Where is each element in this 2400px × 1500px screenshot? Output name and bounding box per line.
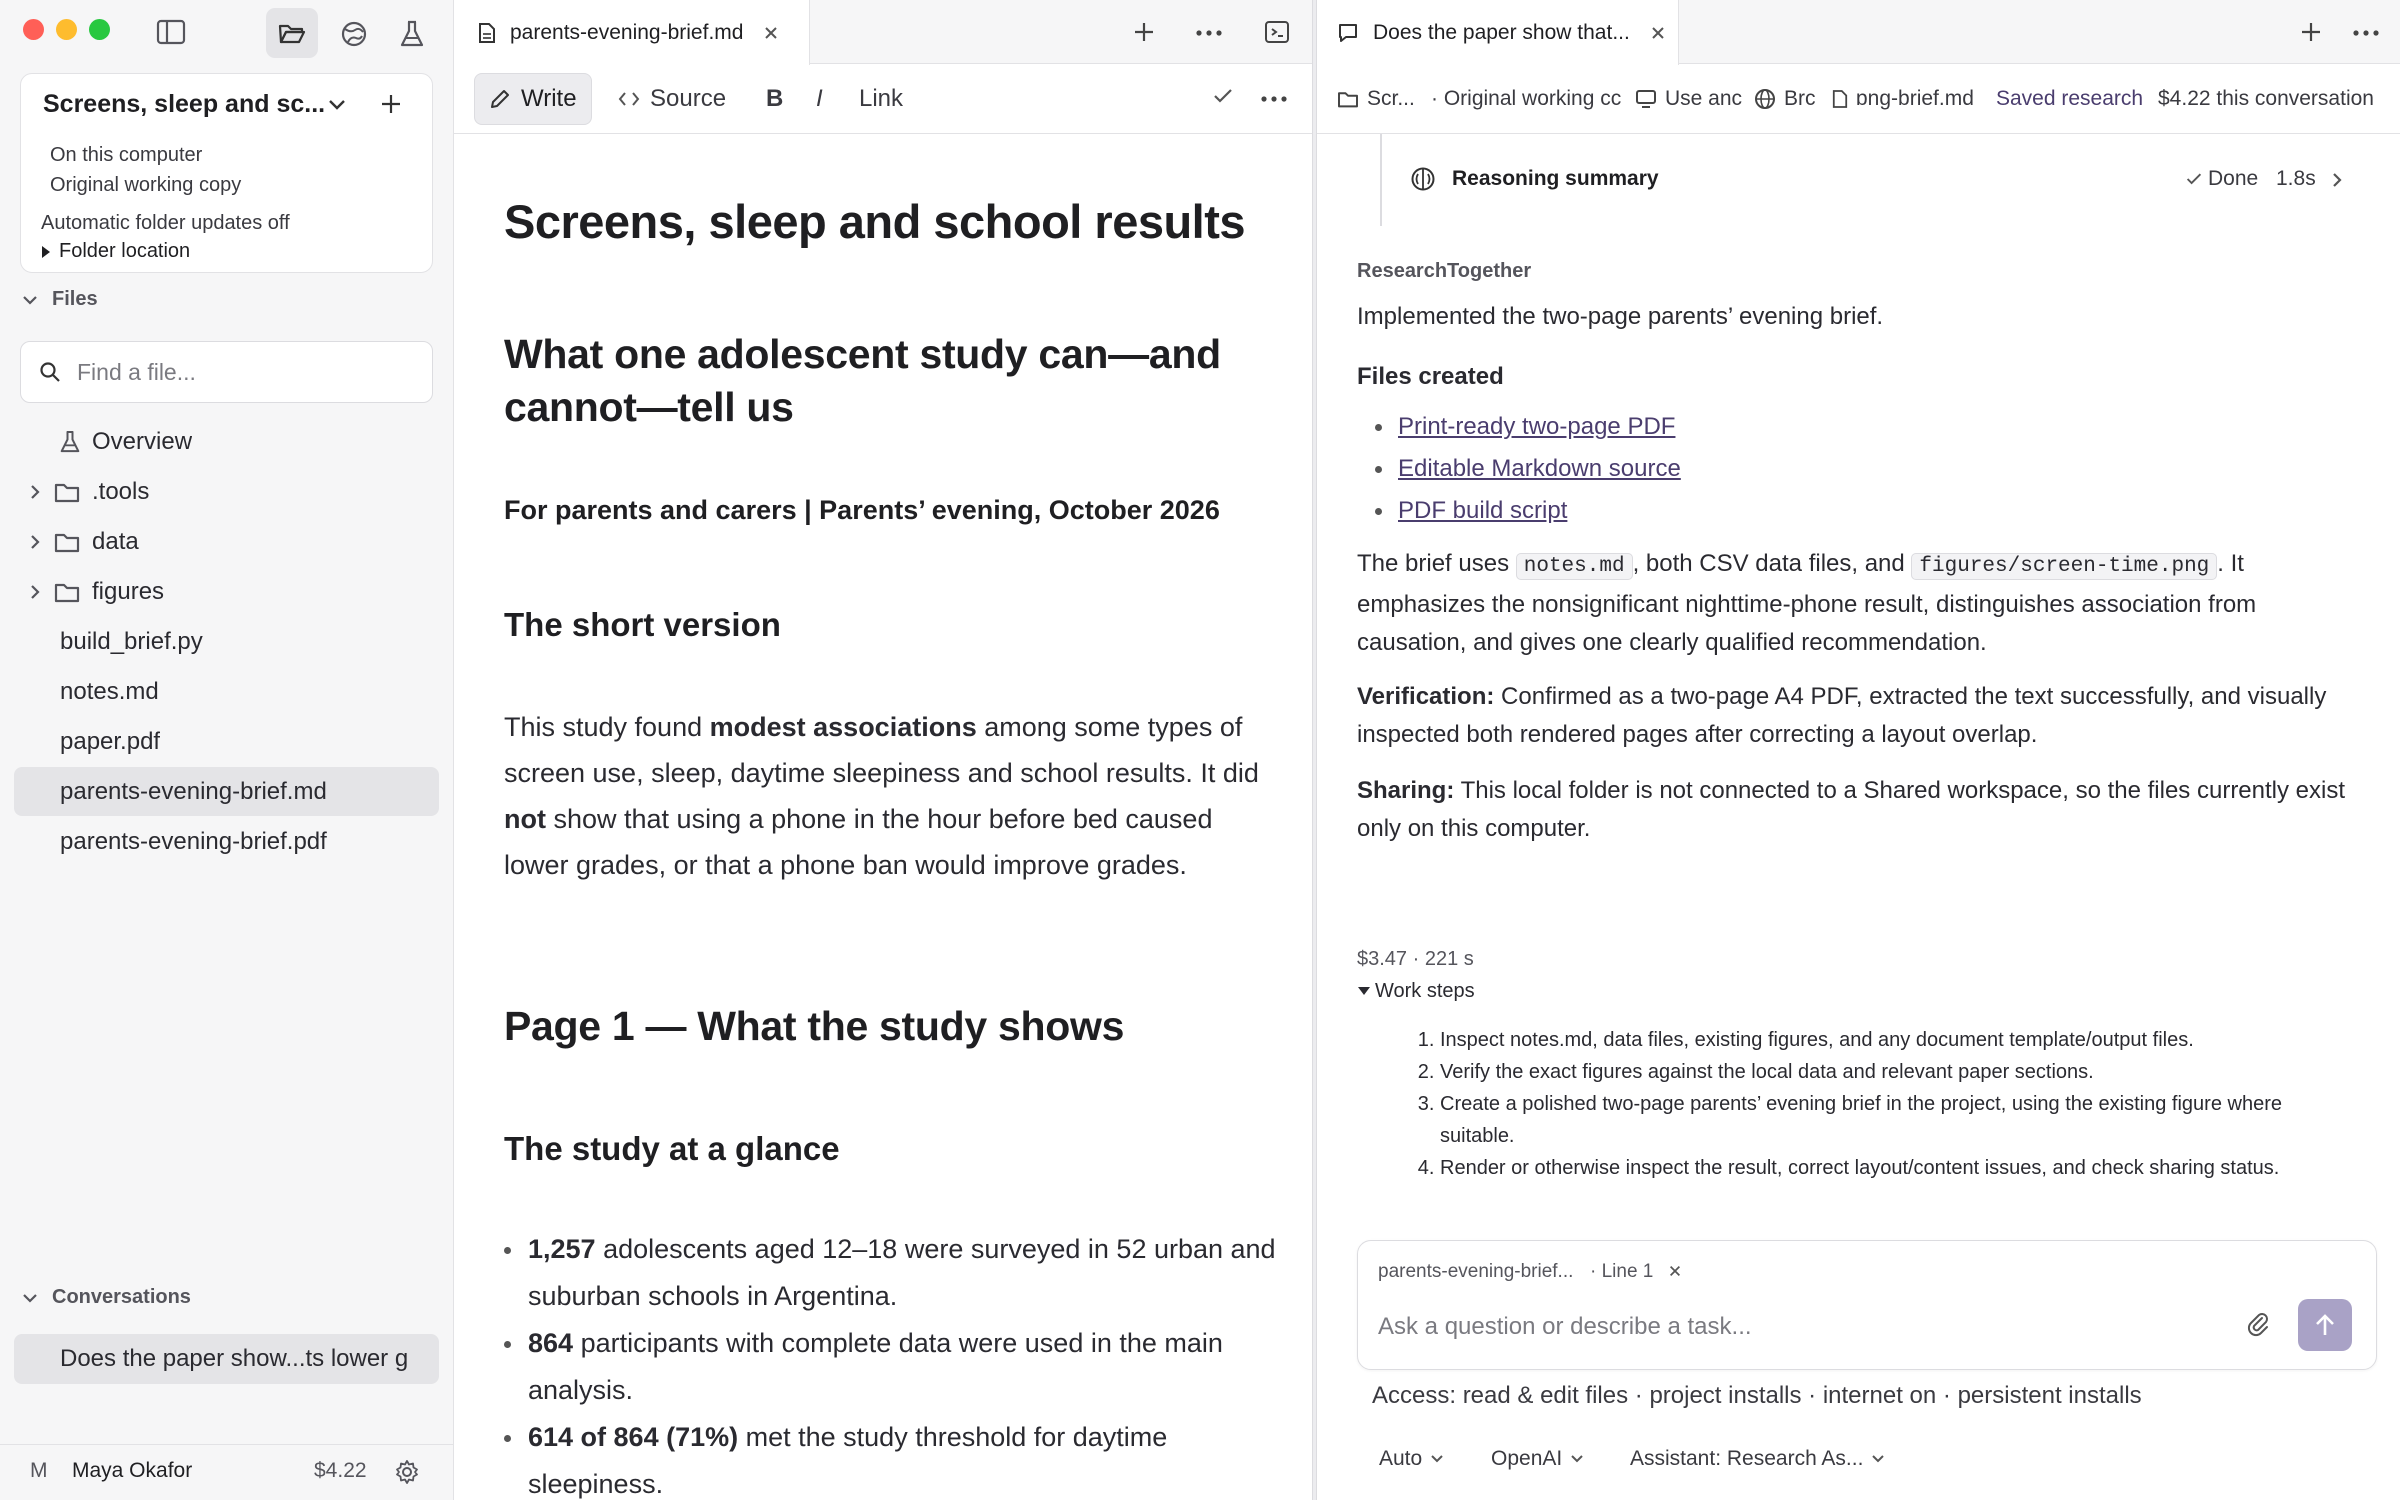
file-label: figures: [92, 577, 165, 605]
close-window-button[interactable]: [23, 19, 44, 40]
assistant-label: Assistant: Research As...: [1630, 1447, 1864, 1470]
more-icon[interactable]: [1261, 96, 1287, 102]
folder-icon: [54, 531, 80, 553]
chevron-right-icon: [30, 484, 40, 500]
arrow-up-icon: [2314, 1313, 2336, 1337]
list-item-text: participants with complete data were used in the main analysis.: [528, 1328, 1223, 1405]
chat-tab-title: Does the paper show that...: [1373, 20, 1630, 44]
close-tab-icon[interactable]: [763, 25, 779, 41]
balance: $4.22: [314, 1459, 367, 1482]
para-text: show that using a phone in the hour before bed caused lower grades, or that a phone ban would improve grades.: [504, 804, 1213, 880]
chevron-down-icon: [1570, 1454, 1584, 1464]
chat-tab[interactable]: [1317, 0, 1679, 65]
toggle-sidebar-icon[interactable]: [156, 18, 186, 46]
close-tab-icon[interactable]: [1650, 25, 1666, 41]
mode-selector[interactable]: [1379, 1447, 1444, 1471]
chat-bubble-icon: [1337, 22, 1359, 44]
code-icon: [618, 91, 640, 107]
para-emphasis: not: [504, 804, 546, 834]
file-label: .tools: [92, 477, 150, 505]
globe-icon: [1754, 88, 1776, 110]
maximize-window-button[interactable]: [89, 19, 110, 40]
flask-icon: [400, 20, 424, 48]
folder-location-label: Folder location: [59, 240, 191, 262]
user-name: Maya Okafor: [72, 1459, 193, 1482]
inline-code: figures/screen-time.png: [1911, 553, 2217, 580]
source-mode-label: Source: [650, 85, 727, 112]
lab-view-button[interactable]: [386, 8, 438, 58]
composer-input[interactable]: [1378, 1307, 2238, 1347]
bullet: [1375, 466, 1382, 473]
page1-heading: Page 1 — What the study shows: [504, 1003, 1125, 1049]
italic-button[interactable]: I: [816, 85, 823, 112]
file-search-input[interactable]: [77, 354, 417, 390]
file-item-paper[interactable]: [14, 717, 439, 766]
bullet: [1375, 508, 1382, 515]
new-tab-icon[interactable]: [1132, 20, 1156, 44]
file-label: parents-evening-brief.pdf: [60, 827, 327, 855]
flask-icon: [60, 430, 80, 454]
file-item-brief-md[interactable]: [14, 767, 439, 816]
list-item: 1. Inspect notes.md, data files, existing figures, and any document template/output files.: [1440, 1024, 2354, 1056]
send-button[interactable]: [2298, 1299, 2352, 1351]
chevron-down-icon: [1871, 1454, 1885, 1464]
disclosure-triangle-icon: [41, 245, 51, 259]
folder-icon: [54, 581, 80, 603]
link-button[interactable]: Link: [859, 85, 904, 112]
markdown-file-link[interactable]: Editable Markdown source: [1398, 455, 1681, 482]
write-mode-label: Write: [521, 85, 577, 112]
brain-icon: [1410, 166, 1436, 192]
context-copy[interactable]: [1431, 87, 1623, 111]
files-created-list: [1357, 406, 2357, 532]
work-steps-toggle[interactable]: [1357, 972, 2357, 1010]
context-file[interactable]: [1832, 87, 2012, 111]
conversation-item[interactable]: Does the paper show...ts lower g: [14, 1334, 439, 1384]
pencil-icon: [489, 88, 511, 110]
list-item: [1375, 490, 2357, 532]
glance-list: [504, 1226, 1294, 1500]
check-icon: [2186, 172, 2202, 186]
para-text: The brief uses: [1357, 550, 1516, 577]
composer-attachment-line: · Line 1: [1590, 1261, 1654, 1282]
files-header-label: Files: [52, 288, 98, 310]
workspace-title[interactable]: Screens, sleep and sc...: [43, 90, 326, 118]
context-use[interactable]: [1635, 87, 1759, 111]
check-icon[interactable]: [1213, 88, 1233, 104]
brief-summary-paragraph: [1357, 545, 2357, 662]
chevron-down-icon[interactable]: [327, 98, 347, 112]
context-copy-label: · Original working cc: [1431, 87, 1622, 110]
workspace-card: [20, 73, 433, 273]
mode-label: Auto: [1379, 1447, 1423, 1470]
para-emphasis: modest associations: [709, 712, 977, 742]
document-icon: [1832, 89, 1848, 109]
sidebar: [0, 0, 454, 1500]
minimize-window-button[interactable]: [56, 19, 77, 40]
new-tab-icon[interactable]: [2299, 20, 2323, 44]
folder-item-data[interactable]: [14, 517, 439, 566]
assistant-author: ResearchTogether: [1357, 260, 1532, 282]
globe-view-button[interactable]: [328, 8, 380, 58]
work-steps-label: Work steps: [1375, 980, 1475, 1002]
context-browse-label: Brc: [1784, 87, 1816, 110]
pdf-file-link[interactable]: Print-ready two-page PDF: [1398, 413, 1676, 440]
para-text: This local folder is not connected to a Shared workspace, so the files currently exist only on this computer.: [1357, 777, 2346, 842]
conversations-section-header[interactable]: [22, 1286, 191, 1309]
workspace-location: On this computer: [50, 144, 203, 166]
work-steps-list: [1424, 1024, 2354, 1184]
sidebar-footer: [0, 1444, 454, 1500]
chat-pane: [1317, 0, 2400, 1500]
list-item: [504, 1226, 1294, 1320]
file-label: Overview: [92, 427, 193, 455]
workspace-copy: Original working copy: [50, 174, 242, 196]
folder-icon: [1337, 90, 1359, 108]
para-text: , both CSV data files, and: [1632, 550, 1912, 577]
access-summary[interactable]: Access: read & edit files · project installs · internet on · persistent installs: [1372, 1382, 2142, 1409]
chevron-right-icon: [30, 534, 40, 550]
para-text: Confirmed as a two-page A4 PDF, extracted the text successfully, and visually inspected both rendered pages after correcting a layout overlap.: [1357, 683, 2327, 748]
list-item: 2. Verify the exact figures against the local data and relevant paper sections.: [1440, 1056, 2354, 1088]
editor-tab[interactable]: [454, 0, 810, 65]
verification-paragraph: [1357, 678, 2357, 754]
sharing-label: Sharing:: [1357, 777, 1455, 804]
file-item-brief-pdf[interactable]: [14, 817, 439, 866]
context-browse[interactable]: [1754, 87, 1836, 111]
para-text: This study found: [504, 712, 710, 742]
source-mode-button[interactable]: [604, 73, 740, 125]
list-item-bold: 1,257: [528, 1234, 596, 1264]
editor-tabbar: [454, 0, 1312, 64]
list-item: [1375, 406, 2357, 448]
folder-icon: [54, 481, 80, 503]
conversation-cost: $4.22 this conversation: [2158, 87, 2374, 110]
list-item: [504, 1320, 1294, 1414]
chevron-right-icon: [30, 584, 40, 600]
more-icon[interactable]: [1196, 30, 1222, 36]
chevron-down-icon: [1430, 1454, 1444, 1464]
para-text: . It emphasizes the nonsignificant nighttime-phone result, distinguishes association from causation, and gives one clearly qualified recommendation.: [1357, 550, 2257, 656]
workspace-auto-updates: Automatic folder updates off: [41, 212, 290, 234]
context-bar: [1317, 64, 2400, 134]
inline-code: notes.md: [1516, 553, 1633, 580]
file-label: data: [92, 527, 139, 555]
editor-tab-title: parents-evening-brief.md: [510, 20, 744, 44]
avatar[interactable]: M: [30, 1459, 48, 1482]
document-icon: [478, 22, 496, 44]
conversations-header-label: Conversations: [52, 1286, 191, 1308]
context-use-label: Use anc: [1665, 87, 1743, 110]
file-label: parents-evening-brief.md: [60, 777, 327, 805]
editor-toolbar: [454, 64, 1312, 134]
disclosure-triangle-icon: [1357, 986, 1371, 996]
list-item-text: adolescents aged 12–18 were surveyed in 52 urban and suburban schools in Argentina.: [528, 1234, 1276, 1311]
remove-attachment-icon[interactable]: [1668, 1264, 1682, 1278]
reasoning-status: Done: [2208, 167, 2259, 190]
composer-attachment[interactable]: parents-evening-brief...: [1378, 1261, 1574, 1282]
composer: [1357, 1240, 2377, 1370]
chat-tabbar: [1317, 0, 2400, 64]
files-section-header[interactable]: [22, 288, 98, 311]
reasoning-time: 1.8s: [2276, 167, 2316, 190]
editor-pane: [454, 0, 1312, 1500]
list-item: [504, 1414, 1294, 1500]
list-item-text: met the study threshold for daytime sleepiness.: [528, 1422, 1168, 1499]
folder-open-icon: [278, 20, 306, 46]
sharing-paragraph: [1357, 772, 2357, 848]
bold-button[interactable]: B: [766, 85, 784, 112]
folder-location-toggle[interactable]: [41, 240, 190, 263]
more-icon[interactable]: [2353, 30, 2379, 36]
para-text: among some types of screen use, sleep, daytime sleepiness and school results. It did: [504, 712, 1259, 788]
chevron-down-icon: [22, 294, 38, 306]
chevron-down-icon: [22, 1292, 38, 1304]
folder-item-figures[interactable]: [14, 567, 439, 616]
terminal-icon[interactable]: [1264, 20, 1290, 44]
file-label: notes.md: [60, 677, 159, 705]
doc-subtitle: What one adolescent study can—and cannot—tell us: [504, 331, 1221, 430]
gear-icon[interactable]: [394, 1459, 420, 1485]
short-version-heading: The short version: [504, 606, 781, 643]
list-item: [1375, 448, 2357, 490]
list-item-bold: 614 of 864 (71%): [528, 1422, 739, 1452]
saved-research-link[interactable]: Saved research: [1996, 87, 2144, 110]
context-folder-label: Scr...: [1367, 87, 1415, 110]
list-item-bold: 864: [528, 1328, 574, 1358]
bullet: [1375, 424, 1382, 431]
write-mode-button[interactable]: [474, 73, 592, 125]
file-label: paper.pdf: [60, 727, 161, 755]
file-item-notes[interactable]: [14, 667, 439, 716]
reasoning-summary[interactable]: [1380, 134, 2380, 226]
doc-title: Screens, sleep and school results: [504, 195, 1246, 248]
files-created-heading: Files created: [1357, 363, 1504, 390]
list-item: 3. Create a polished two-page parents’ evening brief in the project, using the existing figure where suitable.: [1440, 1088, 2354, 1152]
provider-selector[interactable]: [1491, 1447, 1584, 1471]
doc-meta: For parents and carers | Parents’ evening, October 2026: [504, 495, 1220, 525]
glance-heading: The study at a glance: [504, 1130, 840, 1167]
add-workspace-icon[interactable]: [379, 92, 403, 116]
chevron-right-icon: [2332, 172, 2342, 188]
files-view-button[interactable]: [266, 8, 318, 58]
globe-icon: [340, 20, 368, 48]
file-item-build-brief[interactable]: [14, 617, 439, 666]
list-item: 4. Render or otherwise inspect the result, correct layout/content issues, and check sharing status.: [1440, 1152, 2354, 1184]
assistant-intro: Implemented the two-page parents’ evening brief.: [1357, 303, 1884, 330]
context-file-label: ɒng-brief.md: [1856, 87, 1974, 110]
file-search: [20, 341, 433, 403]
short-version-paragraph: [504, 704, 1274, 888]
monitor-icon: [1635, 89, 1657, 109]
message-stats: $3.47 · 221 s: [1357, 948, 1474, 970]
search-icon: [39, 361, 61, 383]
reasoning-summary-label: Reasoning summary: [1452, 167, 1659, 190]
assistant-selector[interactable]: [1630, 1447, 1885, 1471]
file-label: build_brief.py: [60, 627, 203, 655]
verification-label: Verification:: [1357, 683, 1495, 710]
paperclip-icon[interactable]: [2246, 1311, 2270, 1337]
build-script-link[interactable]: PDF build script: [1398, 497, 1568, 524]
provider-label: OpenAI: [1491, 1447, 1563, 1470]
file-item-overview[interactable]: [14, 417, 439, 466]
folder-item-tools[interactable]: [14, 467, 439, 516]
